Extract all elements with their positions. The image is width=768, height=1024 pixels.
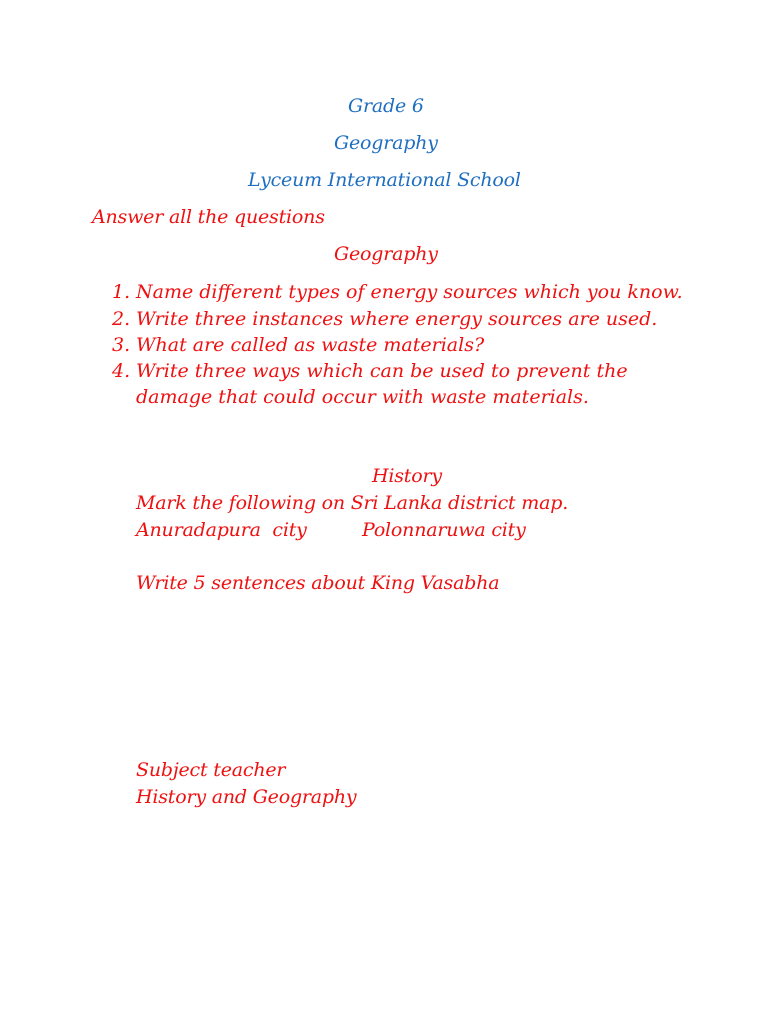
question-2 — [112, 306, 732, 332]
grade-title: Grade 6 — [348, 95, 424, 117]
history-heading: History — [372, 465, 442, 487]
history-city-polonnaruwa: Polonnaruwa city — [362, 519, 526, 541]
school-title: Lyceum International School — [248, 169, 521, 191]
question-number: 3. — [112, 334, 131, 356]
history-sentence-task: Write 5 sentences about King Vasabha — [136, 572, 500, 594]
question-number: 1. — [112, 281, 131, 303]
question-number: 4. — [112, 360, 131, 382]
question-1 — [112, 279, 732, 305]
question-number: 2. — [112, 308, 131, 330]
signature-subject: History and Geography — [136, 786, 357, 808]
history-city-anuradapura: Anuradapura city — [136, 519, 307, 541]
question-4 — [112, 358, 632, 410]
instructions: Answer all the questions — [92, 206, 325, 228]
question-3 — [112, 332, 732, 358]
question-text: Name different types of energy sources which you know. — [136, 281, 683, 303]
signature-teacher: Subject teacher — [136, 759, 286, 781]
question-text: What are called as waste materials? — [136, 334, 485, 356]
question-text: Write three instances where energy sources are used. — [136, 308, 658, 330]
question-text: Write three ways which can be used to prevent the damage that could occur with waste materials. — [136, 360, 628, 408]
history-map-task: Mark the following on Sri Lanka district map. — [136, 492, 569, 514]
geography-heading: Geography — [334, 243, 438, 265]
subject-title: Geography — [334, 132, 438, 154]
